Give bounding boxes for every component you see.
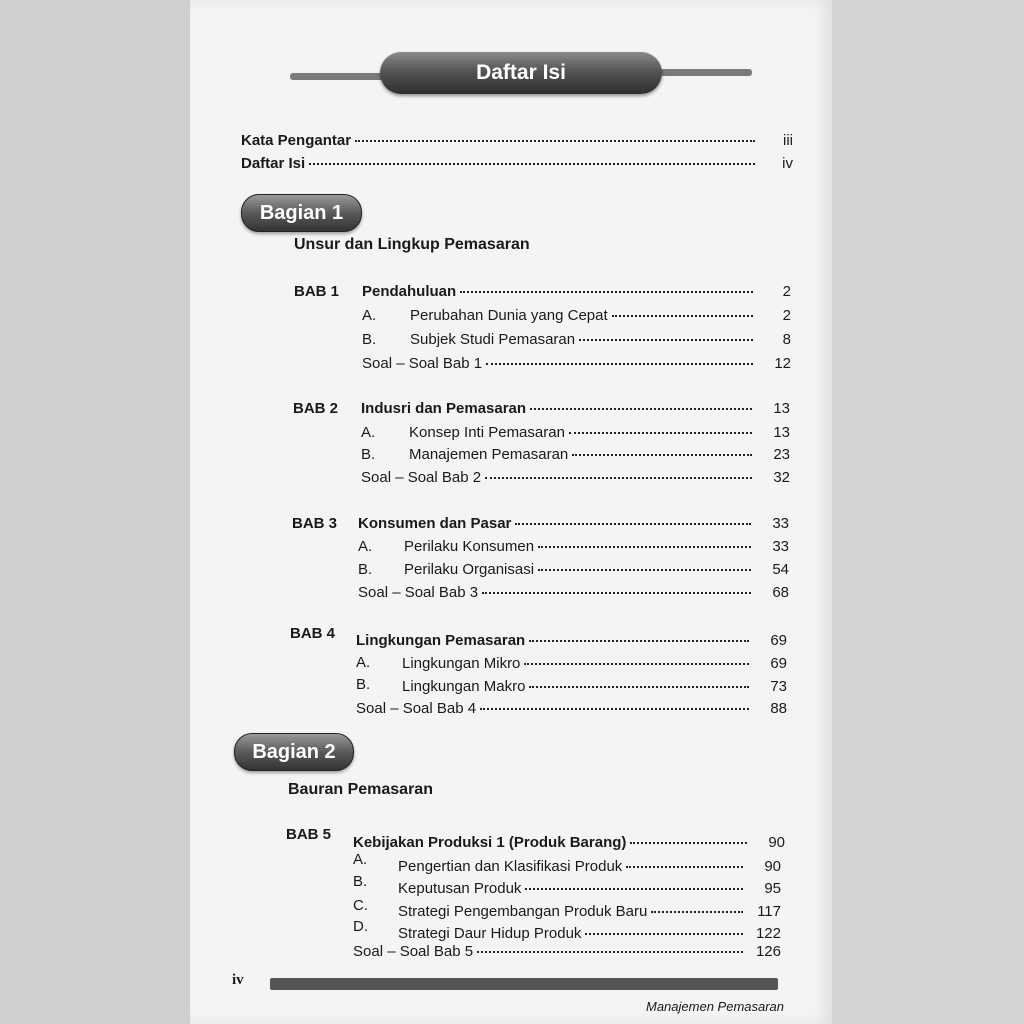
item-letter: C. [353,897,368,914]
item-letter: D. [353,918,368,935]
toc-entry-soal[interactable] [361,469,790,486]
toc-entry-item[interactable] [404,561,789,578]
item-letter: B. [353,873,368,890]
toc-entry-item[interactable] [398,880,781,897]
toc-entry-item[interactable] [410,331,791,348]
entry-label: Subjek Studi Pemasaran [410,331,576,348]
section-title: Bauran Pemasaran [288,781,433,798]
toc-entry-soal[interactable] [356,700,787,717]
entry-label: Daftar Isi [241,155,306,172]
item-letter: A. [358,538,373,555]
entry-page: 73 [770,678,787,695]
entry-label: Konsumen dan Pasar [358,515,512,532]
entry-page: 69 [770,655,787,672]
leader-dots [529,640,749,642]
entry-label: Strategi Pengembangan Produk Baru [398,903,648,920]
entry-page: 23 [773,446,790,463]
footer-rule [270,978,778,990]
header-rule-right [658,69,752,76]
leader-dots [485,477,752,479]
entry-page: 2 [782,283,791,300]
entry-label: Pendahuluan [362,283,457,300]
chapter-number: BAB 3 [292,515,338,532]
section-badge: Bagian 1 [241,194,362,232]
item-letter: A. [353,851,368,868]
toc-entry-soal[interactable] [358,584,789,601]
entry-page: 122 [755,925,781,942]
toc-entry-item[interactable] [402,678,787,695]
leader-dots [538,546,751,548]
entry-page: 126 [755,943,781,960]
entry-label: Soal – Soal Bab 4 [356,700,477,717]
leader-dots [530,408,752,410]
entry-label: Kebijakan Produksi 1 (Produk Barang) [353,834,627,851]
leader-dots [525,888,743,890]
leader-dots [355,140,755,142]
entry-label: Perilaku Organisasi [404,561,535,578]
leader-dots [538,569,751,571]
entry-page: 8 [782,331,791,348]
toc-entry-chapter[interactable] [353,834,785,851]
entry-page: 69 [770,632,787,649]
leader-dots [569,432,752,434]
leader-dots [515,523,751,525]
leader-dots [309,163,755,165]
entry-page: 2 [782,307,791,324]
background-right [832,0,1024,1024]
entry-label: Kata Pengantar [241,132,352,149]
chapter-number: BAB 4 [290,625,336,642]
leader-dots [480,708,749,710]
toc-entry-daftar-isi[interactable] [241,155,793,172]
background-left [0,0,190,1024]
entry-page: 88 [770,700,787,717]
item-letter: B. [356,676,371,693]
leader-dots [524,663,749,665]
toc-entry-item[interactable] [402,655,787,672]
entry-page: 117 [757,903,781,920]
toc-entry-chapter[interactable] [358,515,789,532]
leader-dots [572,454,752,456]
entry-label: Konsep Inti Pemasaran [409,424,565,441]
leader-dots [477,951,743,953]
entry-label: Soal – Soal Bab 5 [353,943,474,960]
toc-entry-chapter[interactable] [362,283,791,300]
toc-entry-item[interactable] [398,925,781,942]
entry-page: 12 [774,355,791,372]
entry-label: Lingkungan Makro [402,678,526,695]
section-title: Unsur dan Lingkup Pemasaran [294,236,530,253]
entry-label: Keputusan Produk [398,880,522,897]
entry-page: 95 [764,880,781,897]
leader-dots [612,315,753,317]
entry-label: Lingkungan Pemasaran [356,632,526,649]
entry-page: 68 [772,584,789,601]
toc-entry-chapter[interactable] [361,400,790,417]
chapter-number: BAB 2 [293,400,339,417]
chapter-number: BAB 5 [286,826,332,843]
toc-entry-item[interactable] [409,424,790,441]
toc-entry-item[interactable] [409,446,790,463]
entry-page: 13 [773,424,790,441]
section-badge: Bagian 2 [234,733,354,771]
entry-page: 13 [773,400,790,417]
entry-label: Pengertian dan Klasifikasi Produk [398,858,623,875]
toc-entry-soal[interactable] [362,355,791,372]
item-letter: B. [358,561,373,578]
entry-page: iii [783,132,793,149]
toc-entry-item[interactable] [410,307,791,324]
entry-label: Lingkungan Mikro [402,655,521,672]
entry-page: 90 [764,858,781,875]
entry-page: 54 [772,561,789,578]
item-letter: A. [356,654,371,671]
entry-label: Soal – Soal Bab 3 [358,584,479,601]
leader-dots [630,842,747,844]
entry-page: 33 [772,515,789,532]
entry-label: Manajemen Pemasaran [409,446,569,463]
entry-page: 90 [768,834,785,851]
toc-entry-kata-pengantar[interactable] [241,132,793,149]
entry-label: Perubahan Dunia yang Cepat [410,307,608,324]
leader-dots [626,866,743,868]
toc-entry-item[interactable] [398,858,781,875]
leader-dots [486,363,753,365]
item-letter: A. [362,307,377,324]
toc-entry-soal[interactable] [353,943,781,960]
page-title: Daftar Isi [380,52,662,94]
leader-dots [579,339,753,341]
entry-label: Soal – Soal Bab 2 [361,469,482,486]
entry-page: 32 [773,469,790,486]
leader-dots [482,592,751,594]
running-title: Manajemen Pemasaran [646,999,785,1014]
toc-entry-chapter[interactable] [356,632,787,649]
toc-entry-item[interactable] [404,538,789,555]
entry-label: Strategi Daur Hidup Produk [398,925,582,942]
entry-page: 33 [772,538,789,555]
chapter-number: BAB 1 [294,283,340,300]
entry-label: Perilaku Konsumen [404,538,535,555]
leader-dots [585,933,743,935]
leader-dots [651,911,743,913]
page-number: iv [232,972,244,988]
leader-dots [460,291,753,293]
entry-page: iv [782,155,793,172]
item-letter: B. [361,446,376,463]
header-rule-left [290,73,385,80]
item-letter: A. [361,424,376,441]
leader-dots [529,686,749,688]
entry-label: Indusri dan Pemasaran [361,400,527,417]
item-letter: B. [362,331,377,348]
entry-label: Soal – Soal Bab 1 [362,355,483,372]
toc-entry-item[interactable] [398,903,781,920]
